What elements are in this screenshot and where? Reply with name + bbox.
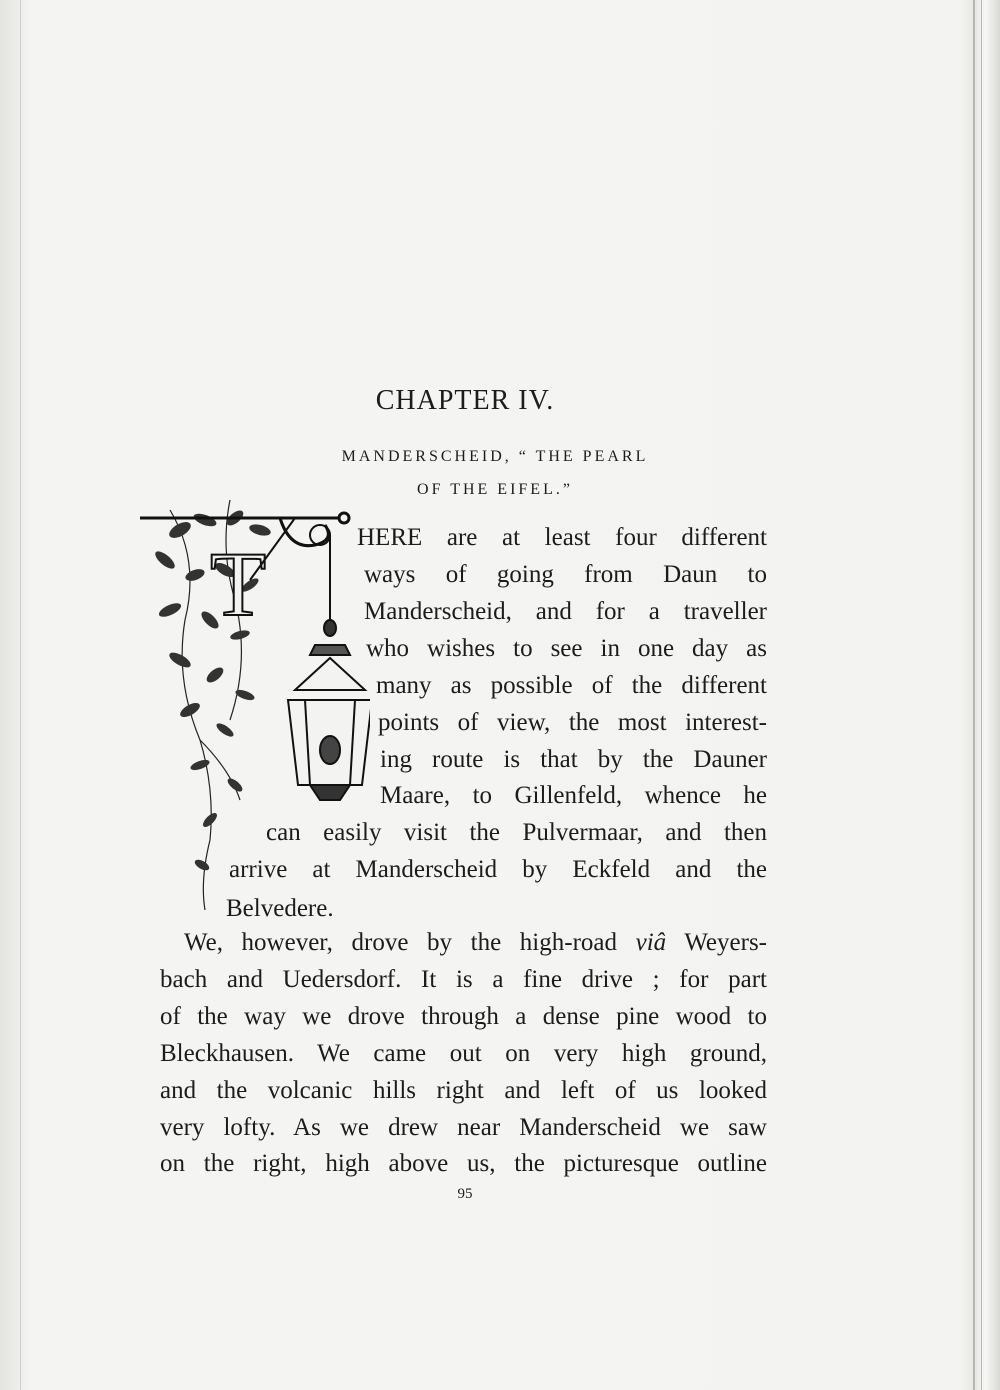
paragraph-1-line-1: HERE are at least four different bbox=[357, 524, 767, 551]
drop-cap-letter: T bbox=[210, 533, 267, 635]
paragraph-1-line-7: ing route is that by the Dauner bbox=[380, 746, 767, 773]
paragraph-2-line-3: of the way we drove through a dense pine wood to bbox=[160, 1003, 767, 1030]
paragraph-1-line-10: arrive at Manderscheid by Eckfeld and the bbox=[229, 856, 767, 883]
paragraph-2-line-5: and the volcanic hills right and left of us looked bbox=[160, 1077, 767, 1104]
paragraph-2-line-7: on the right, high above us, the picturesque outline bbox=[160, 1150, 767, 1177]
paragraph-1-line-6: points of view, the most interest- bbox=[378, 709, 767, 736]
paragraph-2-line-6: very lofty. As we drew near Manderscheid we saw bbox=[160, 1114, 767, 1141]
chapter-subtitle-line-2: OF THE EIFEL.” bbox=[417, 481, 573, 498]
page-edge-inner bbox=[981, 0, 982, 1390]
paragraph-1-line-8: Maare, to Gillenfeld, whence he bbox=[380, 782, 767, 809]
paragraph-1-line-3: Manderscheid, and for a traveller bbox=[364, 598, 767, 625]
paragraph-2-line-1: We, however, drove by the high-road viâ Weyers- bbox=[184, 929, 768, 956]
gutter-shadow bbox=[20, 0, 21, 1390]
paragraph-1-line-4: who wishes to see in one day as bbox=[366, 635, 767, 662]
paragraph-2-line-2: bach and Uedersdorf. It is a fine drive ; for part bbox=[160, 966, 767, 993]
paragraph-1-line-9: can easily visit the Pulvermaar, and then bbox=[266, 819, 767, 846]
page-edge bbox=[973, 0, 975, 1390]
paragraph-1-line-5: many as possible of the different bbox=[376, 672, 767, 699]
chapter-title: CHAPTER IV. bbox=[375, 385, 555, 416]
paragraph-2-line-4: Bleckhausen. We came out on very high ground, bbox=[160, 1040, 767, 1067]
paragraph-1-line-2: ways of going from Daun to bbox=[364, 561, 767, 588]
chapter-subtitle-line-1: MANDERSCHEID, “ THE PEARL bbox=[341, 448, 649, 465]
paragraph-1-line-11: Belvedere. bbox=[226, 895, 334, 922]
page-number: 95 bbox=[457, 1186, 473, 1202]
